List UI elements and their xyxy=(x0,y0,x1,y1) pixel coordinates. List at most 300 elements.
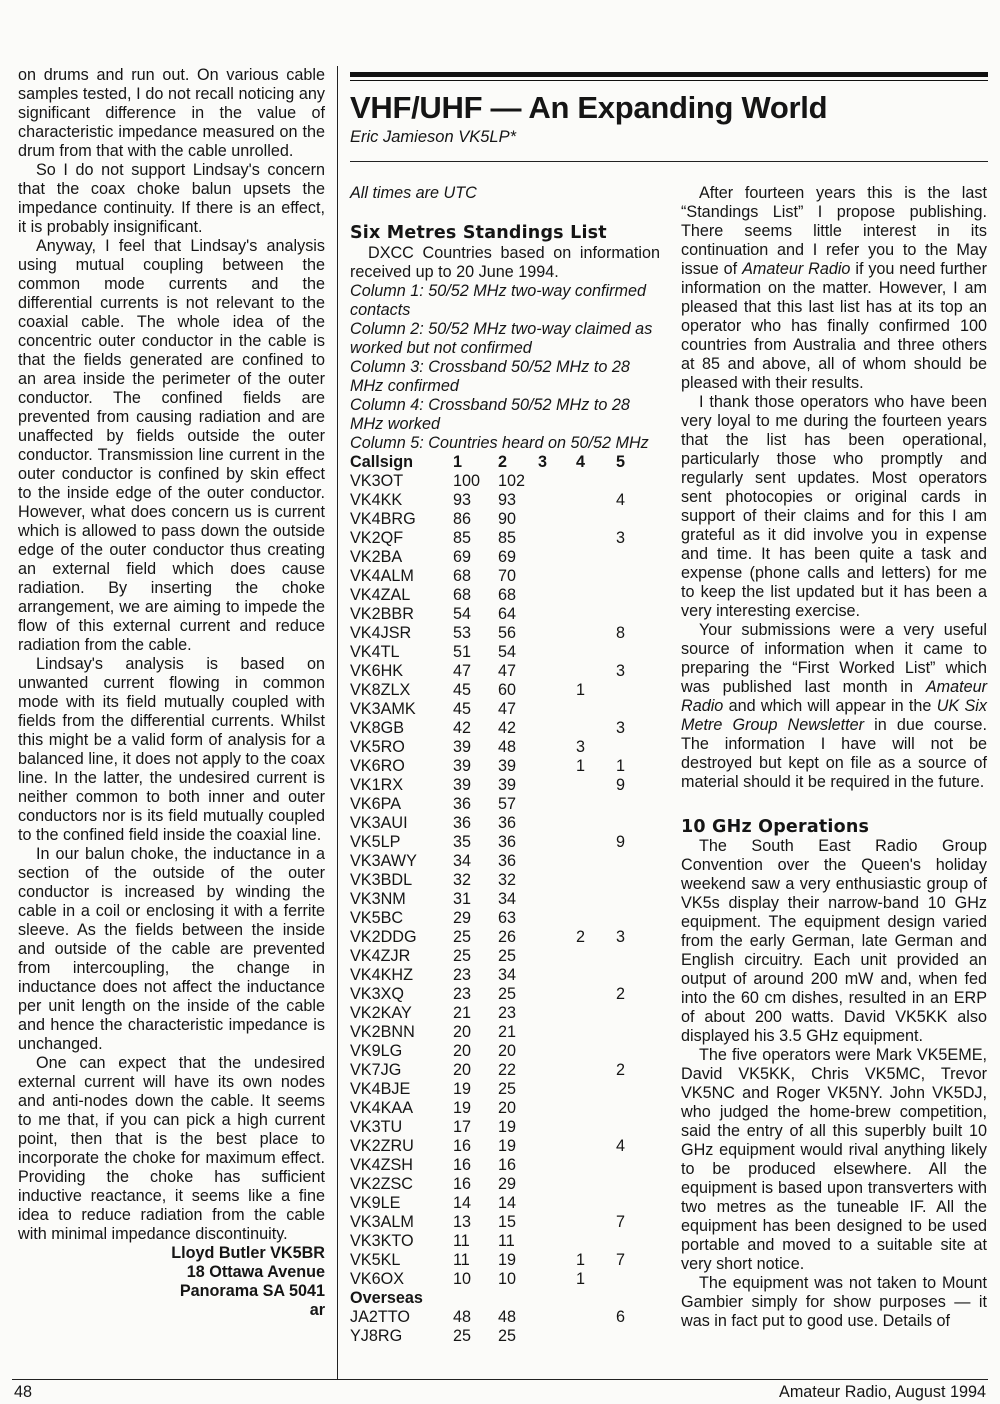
byline-rule xyxy=(350,161,988,162)
value-cell-col-1: 85 xyxy=(453,529,472,547)
callsign-cell: VK4KAA xyxy=(350,1099,413,1117)
value-cell-col-4: 3 xyxy=(576,738,586,756)
value-cell-col-1: 47 xyxy=(453,662,472,680)
value-cell-col-4 xyxy=(576,1327,616,1346)
value-cell-col-3 xyxy=(538,491,576,510)
value-cell-col-4: 1 xyxy=(576,681,586,699)
value-cell-col-1: 16 xyxy=(453,1175,472,1193)
value-cell-col-2: 23 xyxy=(498,1004,517,1022)
table-row xyxy=(350,890,646,909)
value-cell-col-4 xyxy=(576,1042,616,1061)
value-cell-col-3 xyxy=(538,1270,576,1289)
value-cell-col-3 xyxy=(538,1137,576,1156)
standings-column xyxy=(350,184,660,1346)
value-cell-col-3 xyxy=(538,776,576,795)
table-row xyxy=(350,605,646,624)
overseas-table-row xyxy=(350,1327,646,1346)
callsign-cell: VK3AUI xyxy=(350,814,408,832)
table-row xyxy=(350,738,646,757)
value-cell-col-2: 25 xyxy=(498,947,517,965)
value-cell-col-4 xyxy=(576,814,616,833)
value-cell-col-2: 48 xyxy=(498,1308,517,1326)
callsign-cell: VK6OX xyxy=(350,1270,404,1288)
value-cell-col-5 xyxy=(616,643,646,662)
value-cell-col-1: 54 xyxy=(453,605,472,623)
callsign-cell: JA2TTO xyxy=(350,1308,410,1326)
value-cell-col-1: 17 xyxy=(453,1118,472,1136)
value-cell-col-2: 63 xyxy=(498,909,517,927)
callsign-cell: VK2QF xyxy=(350,529,404,547)
table-row xyxy=(350,510,646,529)
callsign-cell: VK4ZAL xyxy=(350,586,411,604)
value-cell-col-1: 34 xyxy=(453,852,472,870)
table-row xyxy=(350,1270,646,1289)
value-cell-col-4 xyxy=(576,491,616,510)
value-cell-col-5 xyxy=(616,1023,646,1042)
value-cell-col-2: 22 xyxy=(498,1061,517,1079)
callsign-cell: VK3KTO xyxy=(350,1232,414,1250)
value-cell-col-2: 60 xyxy=(498,681,517,699)
value-cell-col-2: 42 xyxy=(498,719,517,737)
value-cell-col-5 xyxy=(616,605,646,624)
value-cell-col-1: 93 xyxy=(453,491,472,509)
value-cell-col-1: 48 xyxy=(453,1308,472,1326)
callsign-cell: VK4KK xyxy=(350,491,403,509)
callsign-cell: VK3BDL xyxy=(350,871,413,889)
callsign-cell: VK3AMK xyxy=(350,700,416,718)
value-cell-col-1: 69 xyxy=(453,548,472,566)
value-cell-col-1: 11 xyxy=(453,1232,470,1250)
value-cell-col-4 xyxy=(576,1175,616,1194)
value-cell-col-1: 45 xyxy=(453,700,472,718)
value-cell-col-2: 11 xyxy=(498,1232,515,1250)
table-row xyxy=(350,795,646,814)
callsign-cell: VK6RO xyxy=(350,757,405,775)
value-cell-col-5: 3 xyxy=(616,719,626,737)
callsign-cell: VK1RX xyxy=(350,776,404,794)
callsign-cell: VK3OT xyxy=(350,472,404,490)
value-cell-col-2: 57 xyxy=(498,795,517,813)
callsign-cell: VK6PA xyxy=(350,795,401,813)
table-row xyxy=(350,871,646,890)
value-cell-col-2: 26 xyxy=(498,928,517,946)
value-cell-col-4 xyxy=(576,510,616,529)
value-cell-col-5 xyxy=(616,1118,646,1137)
page-number: 48 xyxy=(14,1383,33,1401)
callsign-cell: VK3NM xyxy=(350,890,406,908)
value-cell-col-4 xyxy=(576,1023,616,1042)
value-cell-col-5 xyxy=(616,738,646,757)
callsign-cell: VK4BJE xyxy=(350,1080,411,1098)
callsign-cell: VK4TL xyxy=(350,643,400,661)
table-row xyxy=(350,1137,646,1156)
value-cell-col-5 xyxy=(616,1099,646,1118)
left-paragraph-1: on drums and run out. On various cable samples tested, I do not recall noticing any significant difference in the value of characteristic impedance measured on the drum from that with the cable unrolled. xyxy=(18,66,325,160)
standings-heading: Six Metres Standings List xyxy=(350,223,607,243)
value-cell-col-2: 19 xyxy=(498,1251,517,1269)
value-cell-col-1: 53 xyxy=(453,624,472,642)
value-cell-col-5 xyxy=(616,1194,646,1213)
value-cell-col-4 xyxy=(576,1137,616,1156)
value-cell-col-1: 20 xyxy=(453,1042,472,1060)
value-cell-col-2: 64 xyxy=(498,605,517,623)
table-row xyxy=(350,1213,646,1232)
value-cell-col-4 xyxy=(576,605,616,624)
value-cell-col-1: 25 xyxy=(453,1327,472,1345)
value-cell-col-5 xyxy=(616,814,646,833)
value-cell-col-5 xyxy=(616,586,646,605)
value-cell-col-4 xyxy=(576,909,616,928)
table-row xyxy=(350,1251,646,1270)
value-cell-col-2: 85 xyxy=(498,529,517,547)
value-cell-col-2: 20 xyxy=(498,1099,517,1117)
ghz-heading: 10 GHz Operations xyxy=(681,817,870,837)
publication-line: Amateur Radio, August 1994 xyxy=(779,1383,986,1401)
table-row xyxy=(350,1156,646,1175)
value-cell-col-2: 48 xyxy=(498,738,517,756)
callsign-cell: VK4ZJR xyxy=(350,947,411,965)
value-cell-col-5 xyxy=(616,1270,646,1289)
value-cell-col-3 xyxy=(538,1156,576,1175)
table-row xyxy=(350,852,646,871)
callsign-cell: VK9LG xyxy=(350,1042,403,1060)
right-paragraph-2: I thank those operators who have been very loyal to me during the fourteen years that the list has been operational, particularly those who promptly and regularly sent updates. Most operators sent photocopies or original cards in support of their claims and for this I am grateful as it did involve you in expense and time. It has been quite a task and expense (phone calls and letters) for me to keep the list updated but it has been a very interesting exercise. xyxy=(681,393,987,620)
value-cell-col-5 xyxy=(616,947,646,966)
left-paragraph-4: Lindsay's analysis is based on unwanted current flowing in common mode with its field mutually coupled with fields from the differential currents. Whilst this might be a valid form of analysis for a balanced line, it does not apply to the coax line. In the latter, the undesired current is neither common to both inner and outer conductors nor is its field mutually coupled to the confined field inside the coaxial line. xyxy=(18,655,325,844)
table-row xyxy=(350,966,646,985)
end-mark: ar xyxy=(309,1301,325,1319)
callsign-cell: VK4JSR xyxy=(350,624,412,642)
value-cell-col-4 xyxy=(576,1156,616,1175)
value-cell-col-5 xyxy=(616,871,646,890)
value-cell-col-3 xyxy=(538,1194,576,1213)
value-cell-col-4 xyxy=(576,890,616,909)
value-cell-col-5: 9 xyxy=(616,833,626,851)
value-cell-col-5 xyxy=(616,852,646,871)
value-cell-col-1: 68 xyxy=(453,567,472,585)
value-cell-col-5 xyxy=(616,1175,646,1194)
value-cell-col-3 xyxy=(538,1023,576,1042)
value-cell-col-4 xyxy=(576,985,616,1004)
standings-table xyxy=(350,453,646,1346)
value-cell-col-5 xyxy=(616,1080,646,1099)
signature-city: Panorama SA 5041 xyxy=(179,1282,325,1300)
value-cell-col-1: 32 xyxy=(453,871,472,889)
callsign-cell: VK5BC xyxy=(350,909,404,927)
value-cell-col-5: 7 xyxy=(616,1251,626,1269)
value-cell-col-4: 1 xyxy=(576,1251,586,1269)
value-cell-col-2: 29 xyxy=(498,1175,517,1193)
value-cell-col-5: 2 xyxy=(616,985,626,1003)
header-col-2: 2 xyxy=(498,453,508,471)
header-col-4: 4 xyxy=(576,453,586,471)
value-cell-col-1: 39 xyxy=(453,757,472,775)
header-rule-thick xyxy=(350,72,988,77)
value-cell-col-3 xyxy=(538,1232,576,1251)
value-cell-col-3 xyxy=(538,662,576,681)
table-row xyxy=(350,472,646,491)
callsign-cell: VK2BNN xyxy=(350,1023,415,1041)
column-divider xyxy=(337,66,338,1379)
value-cell-col-1: 100 xyxy=(453,472,481,490)
value-cell-col-2: 25 xyxy=(498,1080,517,1098)
value-cell-col-3 xyxy=(538,586,576,605)
value-cell-col-3 xyxy=(538,700,576,719)
value-cell-col-1: 23 xyxy=(453,966,472,984)
value-cell-col-2: 47 xyxy=(498,700,517,718)
value-cell-col-2: 19 xyxy=(498,1137,517,1155)
callsign-cell: VK9LE xyxy=(350,1194,401,1212)
value-cell-col-1: 68 xyxy=(453,586,472,604)
value-cell-col-4 xyxy=(576,833,616,852)
left-column xyxy=(18,66,325,1320)
value-cell-col-3 xyxy=(538,738,576,757)
value-cell-col-3 xyxy=(538,529,576,548)
value-cell-col-4 xyxy=(576,624,616,643)
value-cell-col-5 xyxy=(616,548,646,567)
table-row xyxy=(350,1194,646,1213)
value-cell-col-4 xyxy=(576,1308,616,1327)
callsign-cell: VK3XQ xyxy=(350,985,404,1003)
footer-rule xyxy=(12,1379,988,1380)
table-row xyxy=(350,833,646,852)
value-cell-col-3 xyxy=(538,548,576,567)
value-cell-col-2: 19 xyxy=(498,1118,517,1136)
value-cell-col-3 xyxy=(538,719,576,738)
value-cell-col-2: 70 xyxy=(498,567,517,585)
value-cell-col-1: 16 xyxy=(453,1137,472,1155)
value-cell-col-4 xyxy=(576,700,616,719)
value-cell-col-3 xyxy=(538,795,576,814)
overseas-label-row xyxy=(350,1289,646,1308)
value-cell-col-3 xyxy=(538,833,576,852)
callsign-cell: VK4ZSH xyxy=(350,1156,413,1174)
value-cell-col-5 xyxy=(616,700,646,719)
value-cell-col-1: 14 xyxy=(453,1194,472,1212)
callsign-cell: VK6HK xyxy=(350,662,404,680)
value-cell-col-4: 1 xyxy=(576,1270,586,1288)
value-cell-col-4 xyxy=(576,852,616,871)
value-cell-col-2: 39 xyxy=(498,757,517,775)
value-cell-col-5: 4 xyxy=(616,491,626,509)
value-cell-col-2: 47 xyxy=(498,662,517,680)
callsign-cell: VK3TU xyxy=(350,1118,403,1136)
value-cell-col-5 xyxy=(616,1327,646,1346)
value-cell-col-4 xyxy=(576,643,616,662)
table-row xyxy=(350,757,646,776)
value-cell-col-2: 36 xyxy=(498,814,517,832)
value-cell-col-4 xyxy=(576,1080,616,1099)
value-cell-col-2: 68 xyxy=(498,586,517,604)
value-cell-col-1: 51 xyxy=(453,643,472,661)
right-paragraph-1: After fourteen years this is the last “Standings List” I propose publishing. There seems little interest in its continuation and I refer you to the May issue of Amateur Radio if you need further information on the matter. However, I am pleased that this last list has at its top an operator who has finally confirmed 100 countries from Australia and three others at 85 and above, all of whom should be pleased with their results. xyxy=(681,184,987,392)
value-cell-col-3 xyxy=(538,966,576,985)
callsign-cell: VK7JG xyxy=(350,1061,402,1079)
value-cell-col-1: 13 xyxy=(453,1213,472,1231)
callsign-cell: VK4ALM xyxy=(350,567,414,585)
value-cell-col-5 xyxy=(616,567,646,586)
table-row xyxy=(350,1118,646,1137)
value-cell-col-1: 20 xyxy=(453,1061,472,1079)
table-row xyxy=(350,643,646,662)
value-cell-col-4 xyxy=(576,795,616,814)
value-cell-col-3 xyxy=(538,1251,576,1270)
callsign-cell: VK8GB xyxy=(350,719,404,737)
value-cell-col-3 xyxy=(538,1327,576,1346)
times-note: All times are UTC xyxy=(350,184,477,202)
value-cell-col-4 xyxy=(576,586,616,605)
signature-street: 18 Ottawa Avenue xyxy=(186,1263,325,1281)
value-cell-col-4 xyxy=(576,529,616,548)
right-paragraph-6: The equipment was not taken to Mount Gambier simply for show purposes — it was in fact put to good use. Details of xyxy=(681,1274,987,1330)
callsign-cell: VK2BA xyxy=(350,548,403,566)
value-cell-col-4 xyxy=(576,1061,616,1080)
value-cell-col-2: 21 xyxy=(498,1023,517,1041)
table-row xyxy=(350,909,646,928)
table-row xyxy=(350,700,646,719)
overseas-table-row xyxy=(350,1308,646,1327)
value-cell-col-4 xyxy=(576,1213,616,1232)
value-cell-col-4 xyxy=(576,871,616,890)
table-row xyxy=(350,1023,646,1042)
value-cell-col-1: 45 xyxy=(453,681,472,699)
value-cell-col-5 xyxy=(616,1156,646,1175)
table-row xyxy=(350,1004,646,1023)
callsign-cell: VK2DDG xyxy=(350,928,417,946)
value-cell-col-2: 10 xyxy=(498,1270,517,1288)
header-col-1: 1 xyxy=(453,453,463,471)
value-cell-col-3 xyxy=(538,605,576,624)
right-paragraph-4: The South East Radio Group Convention over the Queen's holiday weekend saw a very enthusiastic group of VK5s display their narrow-band 10 GHz equipment. The equipment design varied from the early German, late German and English circuitry. Each unit provided an output of around 200 mW and, when fed into the 60 cm dishes, resulted in an ERP of about 200 watts. David VK5KK also displayed his 3.5 GHz equipment. xyxy=(681,837,987,1045)
header-callsign: Callsign xyxy=(350,453,413,471)
column-key-3: Column 3: Crossband 50/52 MHz to 28 MHz confirmed xyxy=(350,358,630,395)
value-cell-col-1: 36 xyxy=(453,814,472,832)
value-cell-col-4 xyxy=(576,1004,616,1023)
value-cell-col-2: 25 xyxy=(498,1327,517,1345)
value-cell-col-2: 56 xyxy=(498,624,517,642)
column-key-1: Column 1: 50/52 MHz two-way confirmed contacts xyxy=(350,282,646,319)
table-row xyxy=(350,567,646,586)
callsign-cell: VK5RO xyxy=(350,738,405,756)
value-cell-col-4 xyxy=(576,1118,616,1137)
value-cell-col-2: 36 xyxy=(498,852,517,870)
value-cell-col-5 xyxy=(616,681,646,700)
value-cell-col-2: 32 xyxy=(498,871,517,889)
left-paragraph-2: So I do not support Lindsay's concern that the coax choke balun upsets the impedance continuity. If there is an effect, it is probably insignificant. xyxy=(18,161,325,236)
value-cell-col-4 xyxy=(576,567,616,586)
table-row xyxy=(350,529,646,548)
value-cell-col-3 xyxy=(538,1080,576,1099)
value-cell-col-3 xyxy=(538,567,576,586)
value-cell-col-5: 1 xyxy=(616,757,626,775)
value-cell-col-4: 2 xyxy=(576,928,586,946)
value-cell-col-2: 34 xyxy=(498,890,517,908)
value-cell-col-4 xyxy=(576,719,616,738)
value-cell-col-3 xyxy=(538,1061,576,1080)
table-row xyxy=(350,928,646,947)
value-cell-col-3 xyxy=(538,510,576,529)
value-cell-col-2: 25 xyxy=(498,985,517,1003)
callsign-cell: YJ8RG xyxy=(350,1327,403,1345)
table-row xyxy=(350,1175,646,1194)
value-cell-col-2: 15 xyxy=(498,1213,517,1231)
value-cell-col-1: 21 xyxy=(453,1004,472,1022)
value-cell-col-5: 2 xyxy=(616,1061,626,1079)
table-row xyxy=(350,1061,646,1080)
value-cell-col-4 xyxy=(576,966,616,985)
author-signature xyxy=(18,1244,325,1320)
value-cell-col-1: 25 xyxy=(453,928,472,946)
callsign-cell: VK2ZSC xyxy=(350,1175,413,1193)
value-cell-col-1: 42 xyxy=(453,719,472,737)
table-row xyxy=(350,814,646,833)
value-cell-col-1: 23 xyxy=(453,985,472,1003)
value-cell-col-1: 39 xyxy=(453,776,472,794)
value-cell-col-1: 29 xyxy=(453,909,472,927)
table-row xyxy=(350,1042,646,1061)
value-cell-col-3 xyxy=(538,1118,576,1137)
standings-intro: DXCC Countries based on information received up to 20 June 1994. xyxy=(350,244,660,281)
value-cell-col-3 xyxy=(538,624,576,643)
left-paragraph-6: One can expect that the undesired external current will have its own nodes and anti-nodes down the cable. It seems to me that, if you can pick a high current point, then that is the best place to incorporate the choke for maximum effect. Providing the choke has sufficient inductive reactance, it seems like a fine idea to reduce radiation from the cable with minimal impedance discontinuity. xyxy=(18,1054,325,1243)
value-cell-col-3 xyxy=(538,472,576,491)
callsign-cell: VK5LP xyxy=(350,833,401,851)
table-row xyxy=(350,1099,646,1118)
callsign-cell: VK3AWY xyxy=(350,852,417,870)
value-cell-col-3 xyxy=(538,1042,576,1061)
value-cell-col-5 xyxy=(616,890,646,909)
value-cell-col-3 xyxy=(538,890,576,909)
callsign-cell: VK2KAY xyxy=(350,1004,412,1022)
table-row xyxy=(350,662,646,681)
left-paragraph-5: In our balun choke, the inductance in a section of the outside of the outer conductor is increased by winding the cable in a coil or enclosing it with a ferrite sleeve. As the fields between the inside and outside of the cable are prevented from intercoupling, the change in inductance does not affect the inductance per unit length on the inside of the cable and hence the characteristic impedance is unchanged. xyxy=(18,845,325,1053)
callsign-cell: VK2ZRU xyxy=(350,1137,414,1155)
value-cell-col-1: 31 xyxy=(453,890,472,908)
value-cell-col-4 xyxy=(576,1232,616,1251)
value-cell-col-1: 35 xyxy=(453,833,472,851)
value-cell-col-2: 54 xyxy=(498,643,517,661)
value-cell-col-5: 7 xyxy=(616,1213,626,1231)
value-cell-col-1: 11 xyxy=(453,1251,470,1269)
value-cell-col-1: 19 xyxy=(453,1099,472,1117)
value-cell-col-5 xyxy=(616,1232,646,1251)
callsign-cell: VK8ZLX xyxy=(350,681,411,699)
header-rule-thin xyxy=(350,80,988,81)
article-author: Eric Jamieson VK5LP* xyxy=(350,128,516,146)
signature-name: Lloyd Butler VK5BR xyxy=(171,1244,325,1262)
value-cell-col-3 xyxy=(538,1099,576,1118)
value-cell-col-3 xyxy=(538,1213,576,1232)
left-paragraph-3: Anyway, I feel that Lindsay's analysis using mutual coupling between the common mode currents and the differential currents is not relevant to the coaxial cable. The whole idea of the concentric outer conductor in the cable is that the fields generated are confined to an area inside the perimeter of the outer conductor. The confined fields are prevented from causing radiation and are unaffected by fields outside the outer conductor. Transmission line current in the outer conductor is confined by skin effect to the inside edge of the outer conductor. However, what does concern us is current which is allowed to pass down the outside edge of the outer conductor thus creating an external field which does cause radiation. By inserting the choke arrangement, we are aiming to impede the flow of this external current and reduce radiation from the cable. xyxy=(18,237,325,654)
value-cell-col-3 xyxy=(538,947,576,966)
standings-header-row xyxy=(350,453,646,472)
callsign-cell: VK3ALM xyxy=(350,1213,414,1231)
value-cell-col-5 xyxy=(616,472,646,491)
value-cell-col-1: 19 xyxy=(453,1080,472,1098)
value-cell-col-5: 6 xyxy=(616,1308,626,1326)
callsign-cell: VK2BBR xyxy=(350,605,414,623)
value-cell-col-3 xyxy=(538,852,576,871)
columns-key xyxy=(350,282,660,453)
header-col-5: 5 xyxy=(616,453,626,471)
value-cell-col-4 xyxy=(576,1194,616,1213)
value-cell-col-3 xyxy=(538,681,576,700)
value-cell-col-5 xyxy=(616,795,646,814)
value-cell-col-3 xyxy=(538,757,576,776)
table-row xyxy=(350,491,646,510)
table-row xyxy=(350,1232,646,1251)
value-cell-col-5 xyxy=(616,909,646,928)
